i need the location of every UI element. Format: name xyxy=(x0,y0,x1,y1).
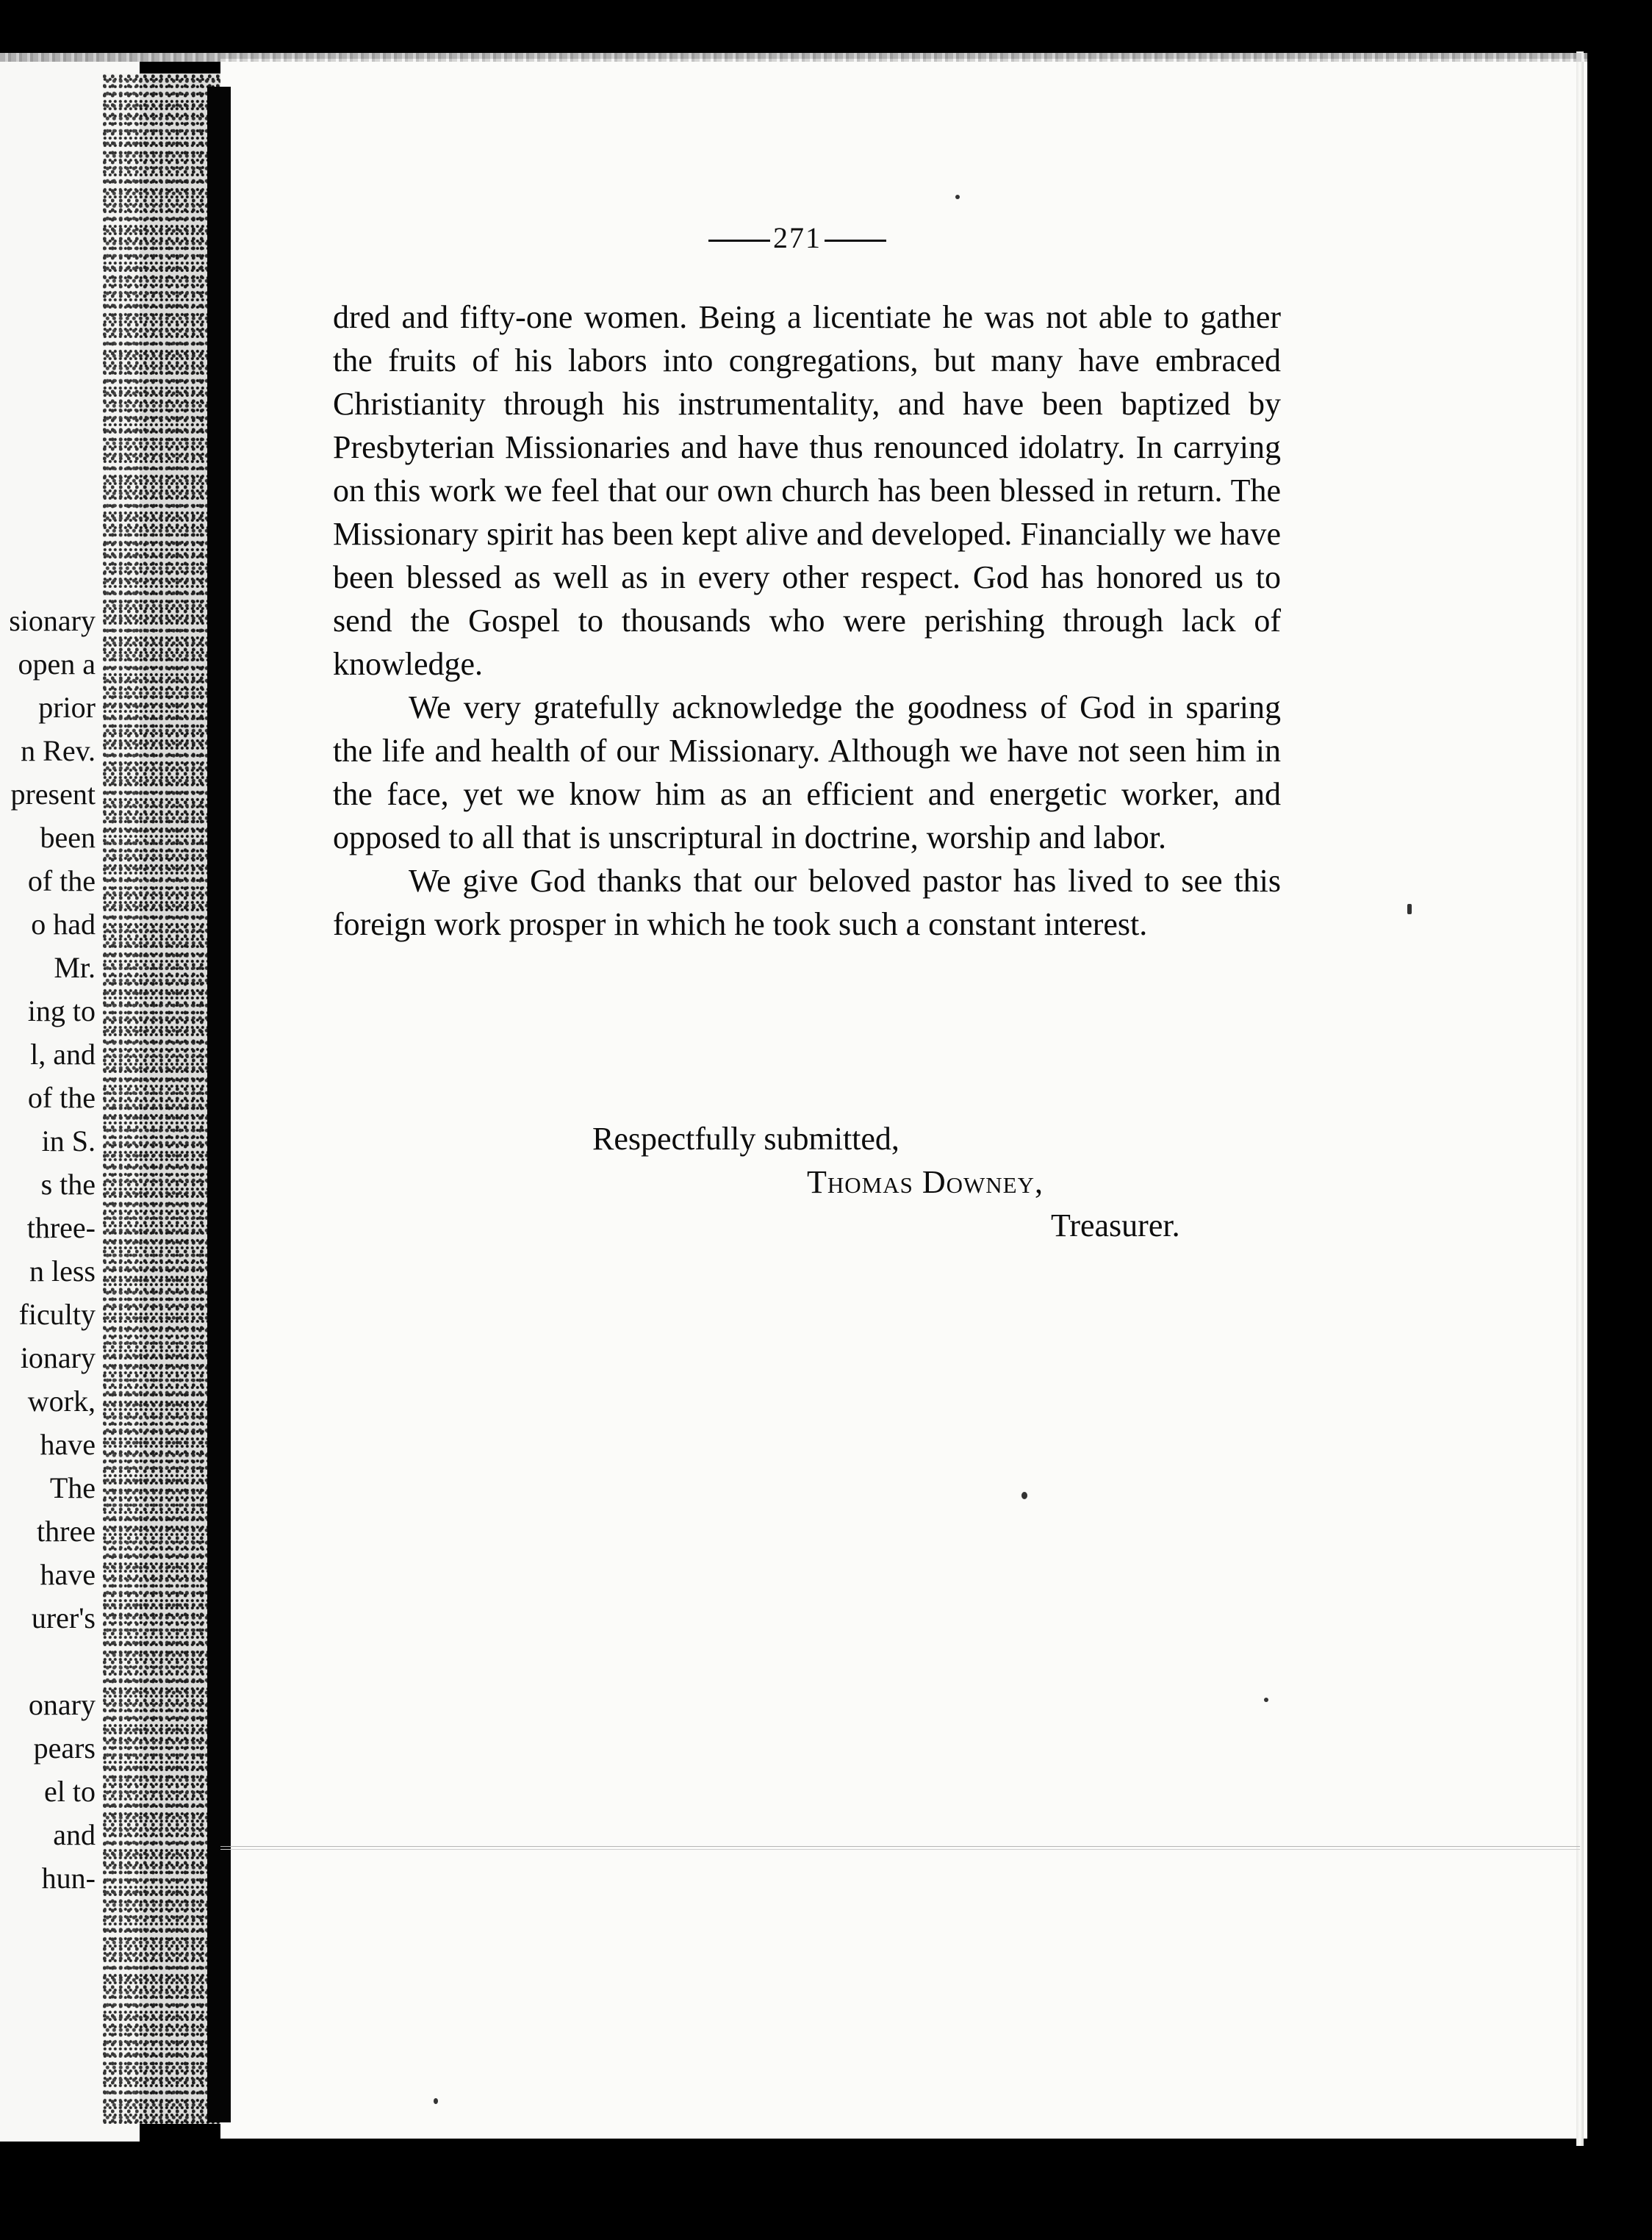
facing-line: in S. xyxy=(41,1124,96,1157)
facing-line: open a xyxy=(18,647,96,681)
signature-name: Thomas Downey, xyxy=(807,1164,1044,1200)
facing-line: ing to xyxy=(27,994,96,1027)
signature-block xyxy=(333,1117,1288,1247)
page-number: 271 xyxy=(698,220,897,255)
paragraph: dred and fifty-one women. Being a licentiate he was not able to gather the fruits of his labors into congregations, but many have embraced Christianity through his instrumentality, and have been baptized by Presbyterian Missionaries and have thus renounced idolatry. In carrying on this work we feel that our own church has been blessed in return. The Missionary spirit has been kept alive and developed. Financially we have been blessed as well as in every other respect. God has honored us to send the Gospel to thousands who were perishing through lack of knowledge. xyxy=(333,299,1281,682)
facing-line: of the xyxy=(27,864,96,897)
scan-speck xyxy=(955,195,960,199)
paragraph: We give God thanks that our beloved pastor has lived to see this foreign work prosper in which he took such a constant interest. xyxy=(333,863,1281,942)
fold-line xyxy=(220,1846,1580,1850)
facing-line: urer's xyxy=(31,1601,96,1634)
signature-title: Treasurer. xyxy=(1051,1207,1180,1243)
scan-speck xyxy=(1407,904,1412,914)
facing-line: pears xyxy=(33,1731,96,1765)
facing-line: been xyxy=(40,821,96,854)
facing-line xyxy=(0,1640,96,1683)
facing-line: ficulty xyxy=(18,1298,96,1331)
top-border xyxy=(0,53,1587,62)
scan-speck xyxy=(434,2098,438,2104)
facing-line: have xyxy=(40,1428,96,1461)
facing-line: s the xyxy=(40,1168,96,1201)
scan-speck xyxy=(1264,1698,1268,1702)
facing-line: l, and xyxy=(30,1038,96,1071)
scan-speck xyxy=(1021,1492,1027,1499)
facing-line: n Rev. xyxy=(21,734,96,767)
facing-line: onary xyxy=(28,1688,96,1721)
facing-line: el to xyxy=(44,1775,96,1808)
paragraph: We very gratefully acknowledge the goodness of God in sparing the life and health of our Missionary. Although we have not seen him in the face, yet we know him as an efficient and energetic worker, and opposed to all that is unscriptural in doctrine, worship and labor. xyxy=(333,689,1281,855)
facing-page-text xyxy=(0,599,96,1900)
facing-line: sionary xyxy=(9,604,96,637)
facing-line: and xyxy=(53,1818,96,1851)
facing-line: work, xyxy=(27,1385,96,1418)
facing-line: Mr. xyxy=(54,951,96,984)
facing-line: hun- xyxy=(41,1862,96,1895)
facing-line: ionary xyxy=(20,1341,96,1374)
body-text xyxy=(333,295,1281,946)
facing-line: three- xyxy=(26,1211,96,1244)
page-edge xyxy=(1576,51,1584,2146)
gutter-shadow xyxy=(103,73,220,2124)
facing-line: prior xyxy=(38,691,96,724)
facing-line: o had xyxy=(31,908,96,941)
facing-line: have xyxy=(40,1558,96,1591)
facing-line: The xyxy=(49,1471,96,1504)
facing-line: three xyxy=(37,1515,96,1548)
facing-line: n less xyxy=(29,1254,96,1288)
facing-line: present xyxy=(10,778,96,811)
binding-gutter xyxy=(207,87,231,2122)
facing-line: of the xyxy=(27,1081,96,1114)
signature-closing: Respectfully submitted, xyxy=(592,1121,899,1157)
